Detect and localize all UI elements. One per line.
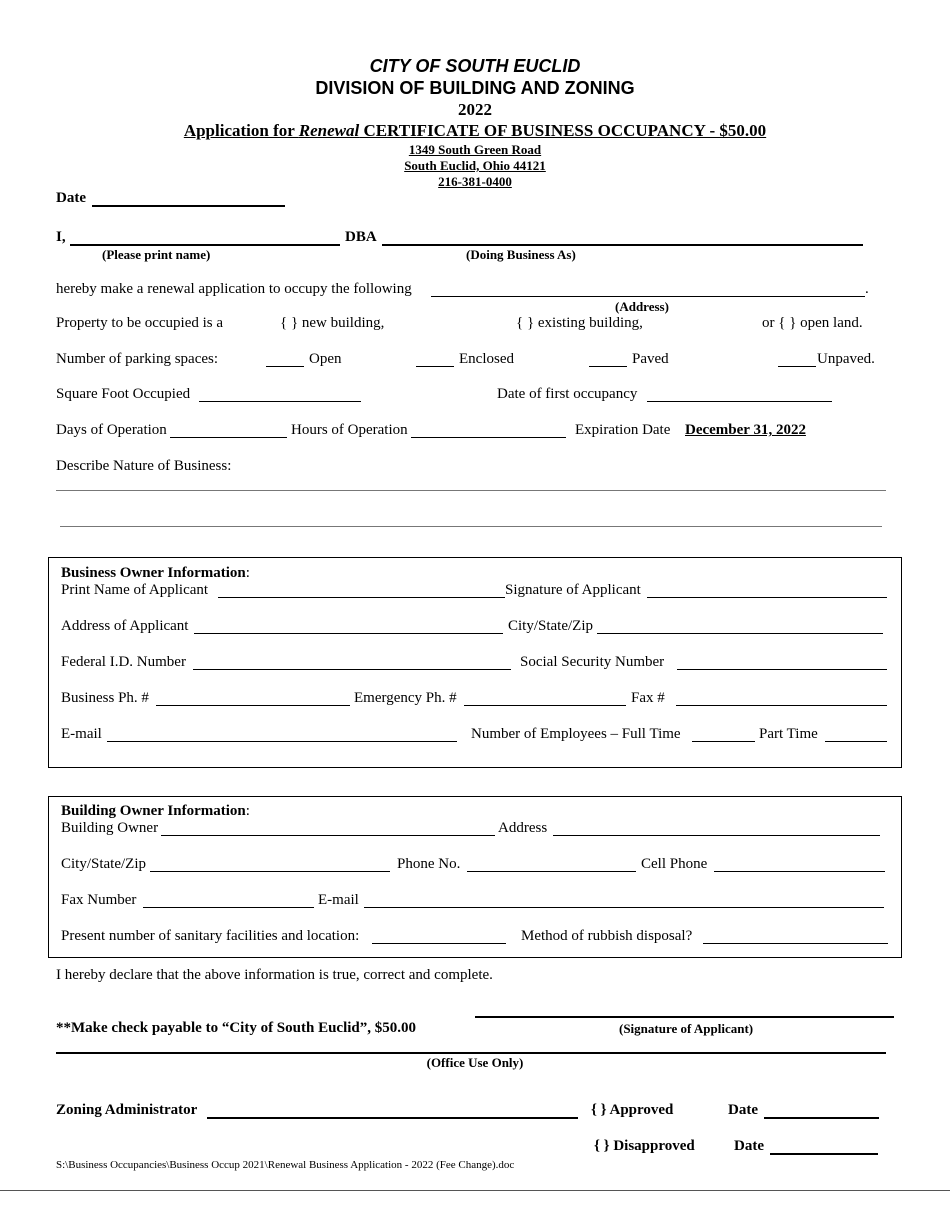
emergency-phone-field[interactable]	[464, 705, 626, 706]
building-email-field[interactable]	[364, 907, 884, 908]
dba-label: DBA	[345, 229, 377, 245]
print-name-label: Print Name of Applicant	[61, 582, 209, 598]
nature-label: Describe Nature of Business:	[56, 458, 232, 474]
hours-label: Hours of Operation	[291, 422, 408, 438]
sqft-field[interactable]	[199, 401, 361, 402]
dba-field[interactable]	[382, 244, 863, 246]
i-label: I,	[56, 229, 66, 245]
nature-line-1[interactable]	[56, 490, 886, 491]
building-email-label: E-mail	[318, 892, 359, 908]
approved-checkbox[interactable]: { } Approved	[591, 1102, 674, 1118]
disapproved-checkbox[interactable]: { } Disapproved	[594, 1138, 695, 1154]
building-owner-field[interactable]	[161, 835, 495, 836]
approved-date-label: Date	[728, 1102, 758, 1118]
property-label: Property to be occupied is a	[56, 315, 224, 331]
office-use-label: (Office Use Only)	[426, 1055, 524, 1070]
first-occupancy-field[interactable]	[647, 401, 832, 402]
form-year: 2022	[458, 100, 492, 119]
expiration-value: December 31, 2022	[685, 422, 806, 438]
days-field[interactable]	[170, 437, 287, 438]
applicant-signature-line[interactable]	[475, 1016, 894, 1018]
sanitary-label: Present number of sanitary facilities and location:	[61, 928, 360, 944]
emergency-phone-label: Emergency Ph. #	[354, 690, 457, 706]
building-city-field[interactable]	[150, 871, 390, 872]
building-phone-field[interactable]	[467, 871, 636, 872]
sanitary-field[interactable]	[372, 943, 506, 944]
zoning-admin-field[interactable]	[207, 1117, 578, 1119]
print-name-field[interactable]	[218, 597, 505, 598]
disapproved-date-field[interactable]	[770, 1153, 878, 1155]
days-label: Days of Operation	[56, 422, 167, 438]
expiration-label: Expiration Date	[575, 422, 671, 438]
signature-hint: (Signature of Applicant)	[619, 1021, 754, 1036]
email-label: E-mail	[61, 726, 102, 742]
page-bottom-rule	[0, 1190, 950, 1191]
office-address-line1: 1349 South Green Road	[408, 142, 542, 157]
ssn-field[interactable]	[677, 669, 887, 670]
rubbish-label: Method of rubbish disposal?	[521, 928, 693, 944]
building-fax-field[interactable]	[143, 907, 314, 908]
building-address-label: Address	[498, 820, 548, 836]
email-field[interactable]	[107, 741, 457, 742]
business-phone-field[interactable]	[156, 705, 350, 706]
parking-enclosed-field[interactable]	[416, 366, 454, 367]
zoning-admin-label: Zoning Administrator	[56, 1102, 198, 1118]
title-prefix: Application for	[183, 121, 299, 140]
business-owner-heading: Business Owner Information:	[61, 565, 250, 581]
division-name: DIVISION OF BUILDING AND ZONING	[315, 78, 635, 98]
business-phone-label: Business Ph. #	[61, 690, 149, 706]
nature-line-2[interactable]	[60, 526, 882, 527]
date-field[interactable]	[92, 205, 285, 207]
building-address-field[interactable]	[553, 835, 880, 836]
parking-open-label: Open	[309, 351, 342, 367]
employees-full-label: Number of Employees – Full Time	[471, 726, 681, 742]
building-owner-label: Building Owner	[61, 820, 159, 836]
address-hint: (Address)	[615, 299, 669, 314]
applicant-city-label: City/State/Zip	[508, 618, 593, 634]
office-use-line	[56, 1052, 886, 1054]
federal-id-field[interactable]	[193, 669, 511, 670]
disapproved-date-label: Date	[734, 1138, 764, 1154]
applicant-name-field[interactable]	[70, 244, 340, 246]
first-occupancy-label: Date of first occupancy	[497, 386, 638, 402]
file-path: S:\Business Occupancies\Business Occup 2021\Renewal Business Application - 2022 (Fee Change).doc	[56, 1159, 515, 1171]
part-time-label: Part Time	[759, 726, 818, 742]
building-owner-heading: Building Owner Information:	[61, 803, 250, 819]
occupy-address-field[interactable]	[431, 296, 865, 297]
print-name-hint: (Please print name)	[102, 247, 211, 262]
sqft-label: Square Foot Occupied	[56, 386, 191, 402]
form-title	[0, 121, 950, 141]
building-phone-label: Phone No.	[397, 856, 461, 872]
signature-field[interactable]	[647, 597, 887, 598]
building-city-label: City/State/Zip	[61, 856, 146, 872]
parking-unpaved-label: Unpaved.	[817, 351, 875, 367]
city-name: CITY OF SOUTH EUCLID	[369, 56, 581, 76]
building-fax-label: Fax Number	[61, 892, 137, 908]
parking-open-field[interactable]	[266, 366, 304, 367]
cell-phone-field[interactable]	[714, 871, 885, 872]
ssn-label: Social Security Number	[520, 654, 665, 670]
occupy-period: .	[865, 281, 869, 297]
fax-field[interactable]	[676, 705, 887, 706]
parking-label: Number of parking spaces:	[56, 351, 219, 367]
open-land-checkbox[interactable]: or { } open land.	[762, 315, 863, 331]
applicant-address-field[interactable]	[194, 633, 503, 634]
approved-date-field[interactable]	[764, 1117, 879, 1119]
parking-paved-label: Paved	[632, 351, 669, 367]
office-phone: 216-381-0400	[438, 174, 512, 189]
title-suffix: CERTIFICATE OF BUSINESS OCCUPANCY - $50.00	[359, 121, 767, 140]
declaration-text: I hereby declare that the above information is true, correct and complete.	[56, 967, 493, 983]
existing-building-checkbox[interactable]: { } existing building,	[516, 315, 643, 331]
part-time-field[interactable]	[825, 741, 887, 742]
federal-id-label: Federal I.D. Number	[61, 654, 186, 670]
cell-phone-label: Cell Phone	[641, 856, 708, 872]
occupy-text: hereby make a renewal application to occupy the following	[56, 281, 412, 297]
parking-enclosed-label: Enclosed	[459, 351, 514, 367]
new-building-checkbox[interactable]: { } new building,	[280, 315, 385, 331]
dba-hint: (Doing Business As)	[466, 247, 576, 262]
title-italic: Renewal	[298, 121, 360, 140]
parking-unpaved-field[interactable]	[778, 366, 816, 367]
rubbish-field[interactable]	[703, 943, 888, 944]
parking-paved-field[interactable]	[589, 366, 627, 367]
signature-label: Signature of Applicant	[505, 582, 641, 598]
office-address-line2: South Euclid, Ohio 44121	[404, 158, 546, 173]
hours-field[interactable]	[411, 437, 566, 438]
employees-full-field[interactable]	[692, 741, 755, 742]
date-label: Date	[56, 190, 86, 206]
applicant-city-field[interactable]	[597, 633, 883, 634]
check-note: **Make check payable to “City of South Euclid”, $50.00	[56, 1020, 417, 1036]
applicant-address-label: Address of Applicant	[61, 618, 189, 634]
fax-label: Fax #	[631, 690, 665, 706]
